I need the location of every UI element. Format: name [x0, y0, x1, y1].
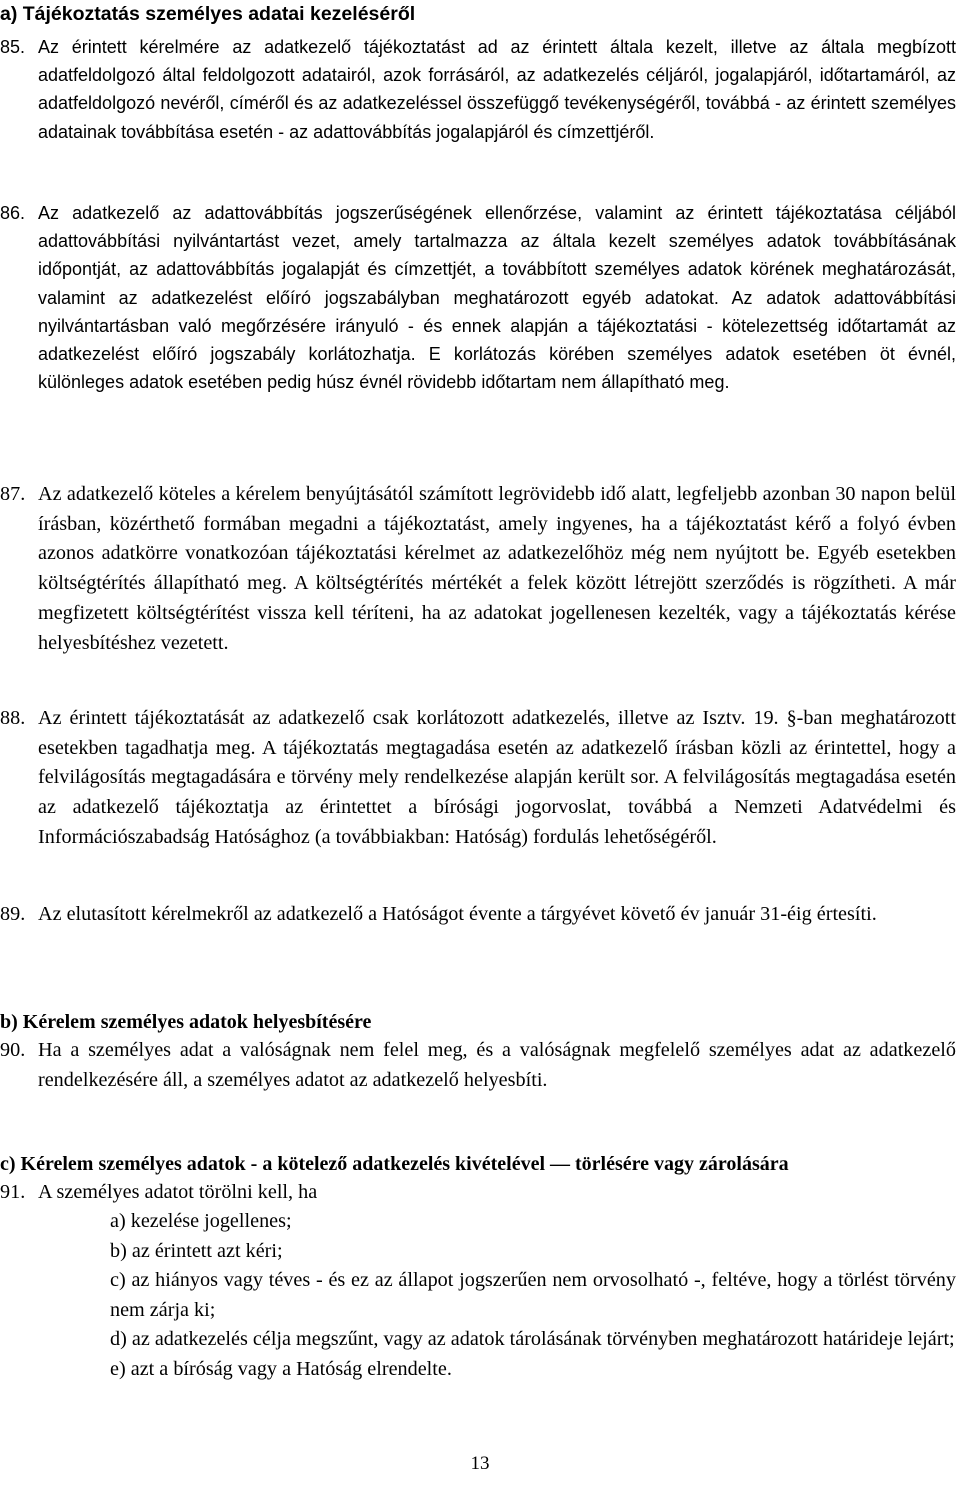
paragraph-91 — [0, 1178, 956, 1208]
list-item: b) az érintett azt kéri; — [110, 1239, 283, 1262]
paragraph-89 — [0, 900, 956, 930]
paragraph-text: Az érintett tájékoztatását az adatkezelő csak korlátozott adatkezelés, illetve az Isztv. 19. §-ban meghatározott esetekben tagadhatja meg. A tájékoztatás megtagadása esetén az adatkezelő írásban közli az érintettel, hogy a felvilágosítás megtagadására e törvény mely rendelkezése alapján került sor. A felvilágosítás megtagadása esetén az adatkezelő tájékoztatja az érintettet a bírósági jogorvoslat, továbbá a Nemzeti Adatvédelmi és Információszabadság Hatósághoz (a továbbiakban: Hatóság) fordulás lehetőségéről. — [38, 707, 956, 848]
paragraph-text: Az érintett kérelmére az adatkezelő tájékoztatást ad az érintett általa kezelt, illetve az általa megbízott adatfeldolgozó által feldolgozott adatairól, azok forrásáról, az adatkezelés céljáról, jogalapjáról, időtartamáról, az adatfeldolgozó nevéről, címéről és az adatkezeléssel összefüggő tevékenységéről, továbbá - az érintett személyes adatainak továbbítása esetén - az adattovábbítás jogalapjáról és címzettjéről. — [38, 37, 956, 142]
paragraph-text: A személyes adatot törölni kell, ha — [38, 1181, 318, 1203]
list-item: a) kezelése jogellenes; — [110, 1210, 292, 1232]
list-item: e) azt a bíróság vagy a Hatóság elrendelte. — [110, 1357, 452, 1380]
page-number: 13 — [470, 1453, 490, 1474]
paragraph-85 — [0, 33, 956, 146]
paragraph-number: 85. — [0, 37, 26, 57]
paragraph-text: Az adatkezelő köteles a kérelem benyújtásától számított legrövidebb idő alatt, legfeljebb azonban 30 napon belül írásban, közérthető formában megadni a tájékoztatást, amely ingyenes, ha a tájékoztatást kérő a folyó évben azonos adatkörre vonatkozóan tájékoztatási kérelmet az adatkezelőhöz még nem nyújtott be. Egyéb esetekben költségtérítés állapítható meg. A költségtérítés mértékét a felek között létrejött szerződés is rögzítheti. A már megfizetett költségtérítést vissza kell téríteni, ha az adatokat jogellenesen kezelték, vagy a tájékoztatás kérése helyesbítéshez vezetett. — [38, 483, 956, 654]
paragraph-number: 88. — [0, 707, 26, 729]
paragraph-number: 87. — [0, 483, 26, 505]
paragraph-number: 86. — [0, 203, 26, 223]
paragraph-number: 91. — [0, 1181, 26, 1203]
paragraph-text: Az elutasított kérelmekről az adatkezelő a Hatóságot évente a tárgyévet követő év január 31-éig értesíti. — [38, 903, 877, 925]
paragraph-text: Ha a személyes adat a valóságnak nem felel meg, és a valóságnak megfelelő személyes adat az adatkezelő rendelkezésére áll, a személyes adatot az adatkezelő helyesbíti. — [38, 1039, 956, 1091]
paragraph-88 — [0, 704, 956, 853]
section-heading-c: c) Kérelem személyes adatok - a kötelező adatkezelés kivételével — törlésére vagy zárolására — [0, 1153, 789, 1175]
section-heading-b: b) Kérelem személyes adatok helyesbítésére — [0, 1011, 372, 1033]
paragraph-number: 90. — [0, 1039, 26, 1061]
paragraph-90 — [0, 1036, 956, 1095]
paragraph-text: Az adatkezelő az adattovábbítás jogszerűségének ellenőrzése, valamint az érintett tájékoztatása céljából adattovábbítási nyilvántartást vezet, amely tartalmazza az általa kezelt személyes adatok továbbításának időpontját, az adattovábbítás jogalapját és címzettjét, a továbbított személyes adatok körének meghatározását, valamint az adatkezelést előíró jogszabályban meghatározott egyéb adatokat. Az adatok adattovábbítási nyilvántartásban való megőrzésére irányuló - és ennek alapján a tájékoztatási - kötelezettség időtartamát az adatkezelést előíró jogszabály korlátozhatja. E korlátozás körében személyes adatok esetében öt évnél, különleges adatok esetében pedig húsz évnél rövidebb időtartam nem állapítható meg. — [38, 203, 956, 393]
list-item: d) az adatkezelés célja megszűnt, vagy az adatok tárolásának törvényben meghatározott határideje lejárt; — [110, 1328, 955, 1350]
paragraph-87 — [0, 480, 956, 658]
section-heading-a: a) Tájékoztatás személyes adatai kezeléséről — [0, 3, 416, 25]
paragraph-number: 89. — [0, 903, 26, 925]
paragraph-86 — [0, 199, 956, 396]
deletion-conditions-list — [110, 1207, 956, 1384]
list-item: c) az hiányos vagy téves - és ez az állapot jogszerűen nem orvosolható -, feltéve, hogy a törlést törvény nem zárja ki; — [110, 1269, 956, 1321]
